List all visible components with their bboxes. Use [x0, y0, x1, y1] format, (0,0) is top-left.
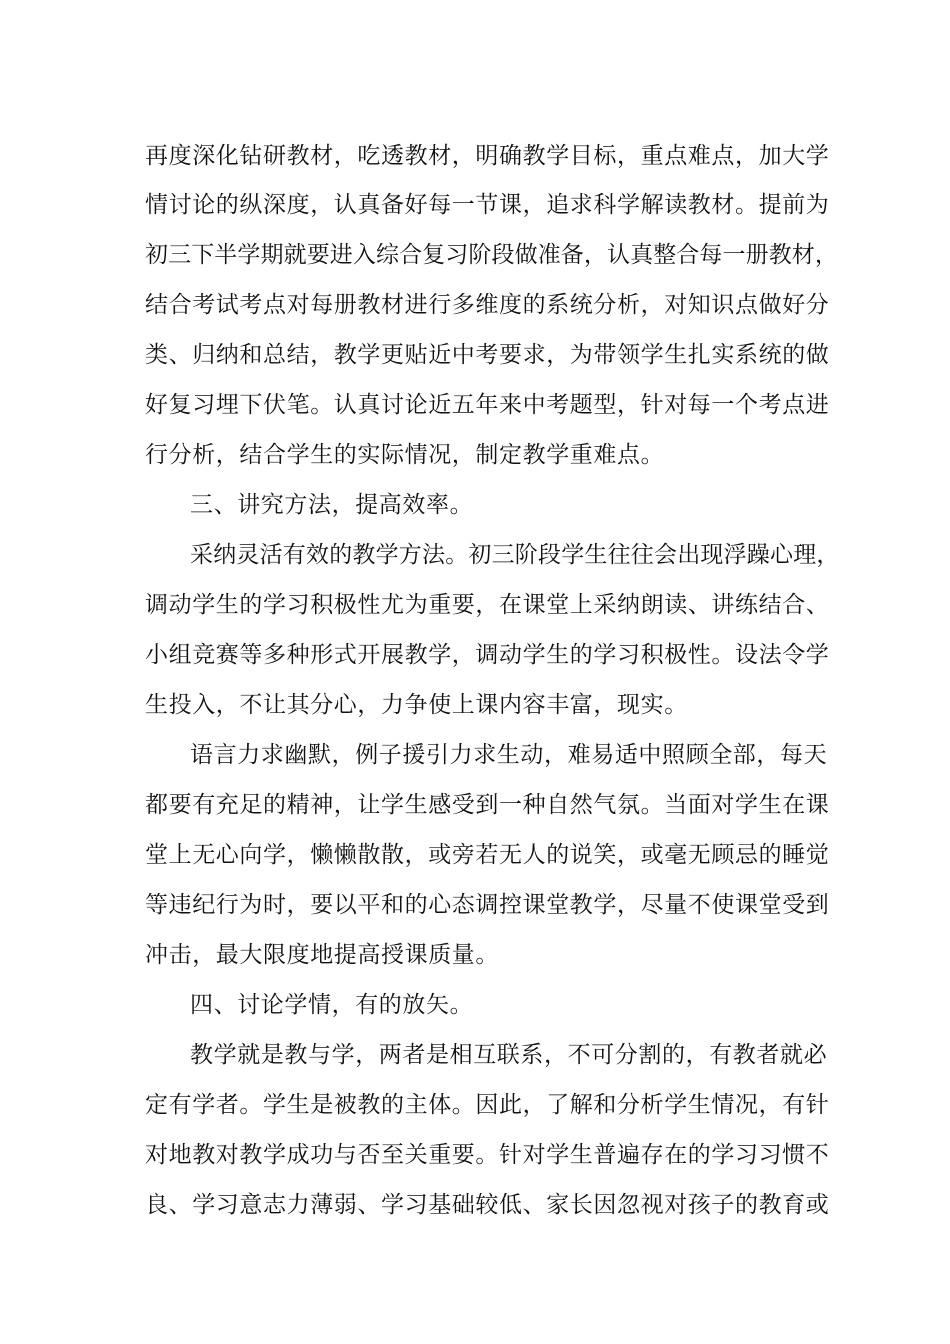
text-line: 初三下半学期就要进入综合复习阶段做准备，认真整合每一册教材，	[145, 242, 838, 268]
text-line: 采纳灵活有效的教学方法。初三阶段学生往往会出现浮躁心理，	[190, 542, 840, 568]
text-line: 教学就是教与学，两者是相互联系，不可分割的，有教者就必	[190, 1042, 828, 1068]
text-line: 情讨论的纵深度，认真备好每一节课，追求科学解读教材。提前为	[145, 192, 830, 218]
text-line: 生投入，不让其分心，力争使上课内容丰富，现实。	[145, 692, 688, 718]
text-line: 冲击，最大限度地提高授课质量。	[145, 942, 499, 968]
text-line: 调动学生的学习积极性尤为重要，在课堂上采纳朗读、讲练结合、	[145, 592, 830, 618]
text-line: 小组竞赛等多种形式开展教学，调动学生的学习积极性。设法令学	[145, 642, 830, 668]
text-line: 堂上无心向学，懒懒散散，或旁若无人的说笑，或毫无顾忌的睡觉	[145, 842, 830, 868]
text-line: 再度深化钻研教材，吃透教材，明确教学目标，重点难点，加大学	[145, 143, 830, 169]
text-line: 对地教对教学成功与否至关重要。针对学生普遍存在的学习习惯不	[145, 1142, 830, 1168]
text-line: 行分析，结合学生的实际情况，制定教学重难点。	[145, 442, 665, 468]
text-line: 定有学者。学生是被教的主体。因此，了解和分析学生情况，有针	[145, 1092, 830, 1118]
text-line: 都要有充足的精神，让学生感受到一种自然气氛。当面对学生在课	[145, 792, 830, 818]
text-line: 等违纪行为时，要以平和的心态调控课堂教学，尽量不使课堂受到	[145, 892, 830, 918]
text-line: 类、归纳和总结，教学更贴近中考要求，为带领学生扎实系统的做	[145, 342, 830, 368]
text-line: 好复习埋下伏笔。认真讨论近五年来中考题型，针对每一个考点进	[145, 392, 830, 418]
section-heading: 三、讲究方法，提高效率。	[190, 492, 474, 518]
section-heading: 四、讨论学情，有的放矢。	[190, 992, 474, 1018]
text-line: 结合考试考点对每册教材进行多维度的系统分析，对知识点做好分	[145, 292, 830, 318]
text-line: 良、学习意志力薄弱、学习基础较低、家长因忽视对孩子的教育或	[145, 1192, 830, 1218]
text-line: 语言力求幽默，例子援引力求生动，难易适中照顾全部，每天	[190, 742, 828, 768]
